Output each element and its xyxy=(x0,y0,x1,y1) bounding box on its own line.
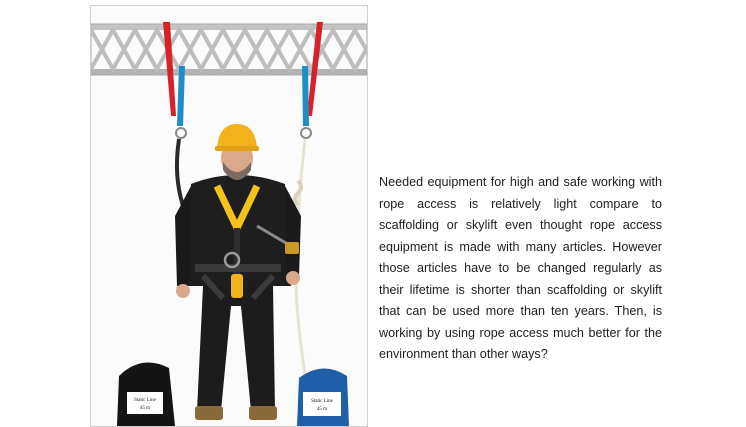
bag-left-label-line1: Static Line xyxy=(134,398,156,403)
bag-right-label-line1: Static Line xyxy=(311,399,333,404)
rope-bag-right xyxy=(297,368,349,426)
bag-right-label-line2: 45 m xyxy=(316,407,328,412)
bag-left-label-line2: 45 m xyxy=(139,406,151,411)
rope-access-illustration xyxy=(91,6,367,426)
article-paragraph: Needed equipment for high and safe working with rope access is relatively light compare to scaffolding or skylift even thought rope access equipment is made with many articles. However those articles have to be changed regularly as their lifetime is shorter than scaffolding or skylift that can be used more than ten years. Then, is working by using rope access much better for the environment than other ways? xyxy=(379,175,662,361)
rope-bag-left xyxy=(117,363,175,426)
rope-access-photo xyxy=(90,5,368,427)
